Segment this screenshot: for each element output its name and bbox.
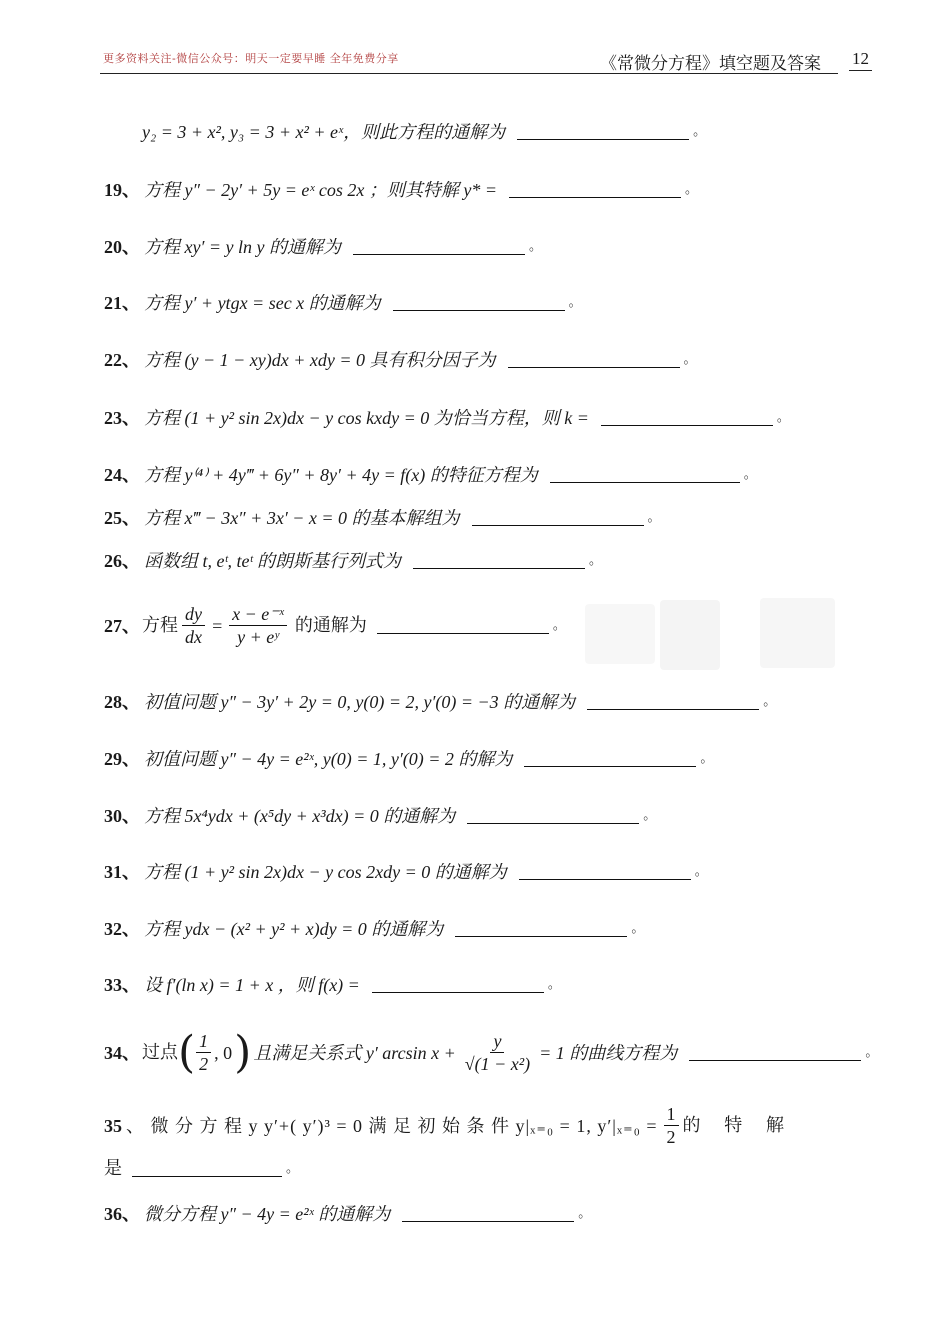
item-18-continuation: y₂ = 3 + x², y₃ = 3 + x² + eˣ，则此方程的通解为 。: [142, 122, 707, 142]
answer-blank[interactable]: [689, 1059, 861, 1061]
header-book-title: 《常微分方程》填空题及答案: [600, 54, 821, 74]
answer-blank[interactable]: [550, 481, 740, 483]
left-paren: (: [178, 1026, 196, 1078]
answer-blank[interactable]: [377, 632, 549, 634]
item-22: 22、 方程 (y − 1 − xy)dx + xdy = 0 具有积分因子为 。: [104, 350, 697, 370]
right-paren: ): [234, 1026, 252, 1078]
answer-blank[interactable]: [587, 708, 759, 710]
answer-blank[interactable]: [601, 424, 773, 426]
item-29: 29、 初值问题 y″ − 4y = e²ˣ, y(0) = 1, y′(0) = 2 的解为 。: [104, 749, 714, 769]
item-31: 31、 方程 (1 + y² sin 2x)dx − y cos 2xdy = 0 的通解为 。: [104, 862, 708, 882]
answer-blank[interactable]: [509, 196, 681, 198]
item-33: 33、 设 f′(ln x) = 1 + x ，则 f(x) = 。: [104, 975, 561, 995]
item-28: 28、 初值问题 y″ − 3y′ + 2y = 0, y(0) = 2, y′(0) = −3 的通解为 。: [104, 692, 777, 712]
fraction-dy-dx: $\frac{dy}{dx}$: [182, 603, 205, 648]
item-36: 36、 微分方程 y″ − 4y = e²ˣ 的通解为 。: [104, 1204, 592, 1224]
answer-blank[interactable]: [519, 878, 691, 880]
item-19: 19、 方程 y″ − 2y′ + 5y = eˣ cos 2x ；则其特解 y* = 。: [104, 180, 699, 200]
answer-blank[interactable]: [508, 366, 680, 368]
item-24: 24、 方程 y⁽⁴⁾ + 4y‴ + 6y″ + 8y′ + 4y = f(x) 的特征方程为 。: [104, 465, 757, 485]
answer-blank[interactable]: [517, 138, 689, 140]
answer-blank[interactable]: [372, 991, 544, 993]
fraction-rhs: $\frac{\text{x − e⁻ˣ}}{\text{y + eʸ}}$: [229, 603, 287, 648]
fraction-one-half: $\frac{1}{2}$: [664, 1103, 679, 1148]
item-25: 25、 方程 x‴ − 3x″ + 3x′ − x = 0 的基本解组为 。: [104, 508, 661, 528]
answer-blank[interactable]: [393, 309, 565, 311]
answer-blank[interactable]: [524, 765, 696, 767]
item-35: 35 、 微 分 方 程 y y′+( y′)³ = 0 满 足 初 始 条 件 y|ₓ₌₀ = 1, y′|ₓ₌₀ = $\frac{1}{2}$ 的 特 解: [104, 1104, 793, 1147]
item-23: 23、 方程 (1 + y² sin 2x)dx − y cos kxdy = 0 为恰当方程，则 k = 。: [104, 408, 790, 428]
item-30: 30、 方程 5x⁴ydx + (x⁵dy + x³dx) = 0 的通解为 。: [104, 806, 657, 826]
answer-blank[interactable]: [353, 253, 525, 255]
page-number: 12: [849, 49, 872, 71]
item-20: 20、 方程 xy′ = y ln y 的通解为 。: [104, 237, 543, 257]
item-35-continuation: 是 。: [104, 1158, 300, 1179]
item-32: 32、 方程 ydx − (x² + y² + x)dy = 0 的通解为 。: [104, 919, 645, 939]
scan-smudge: [660, 600, 720, 670]
fraction-one-half: $\frac{1}{2}$: [196, 1030, 211, 1075]
item-21: 21、 方程 y′ + ytgx = sec x 的通解为 。: [104, 293, 582, 313]
answer-blank[interactable]: [413, 567, 585, 569]
header-rule: [100, 73, 838, 74]
scan-smudge: [760, 598, 835, 668]
answer-blank[interactable]: [467, 822, 639, 824]
fraction-y-over-root: $\frac{y}{\text{√(1 − x²)}}$: [464, 1031, 531, 1074]
header-promo-note: 更多资料关注-微信公众号：明天一定要早睡 全年免费分享: [103, 52, 399, 65]
answer-blank[interactable]: [472, 524, 644, 526]
scan-smudge: [585, 604, 655, 664]
item-26: 26、 函数组 t, eᵗ, teᵗ 的朗斯基行列式为 。: [104, 551, 603, 571]
answer-blank[interactable]: [402, 1220, 574, 1222]
answer-blank[interactable]: [455, 935, 627, 937]
item-34: 34、 过点 ( $\frac{1}{2}$ , 0 ) 且满足关系式 y′ arcsin x + $\frac{y}{\text{√(1 − x²)}}$ = 1 的曲线方程为 。: [104, 1026, 879, 1078]
item-27: 27、 方程 $\frac{dy}{dx}$ = $\frac{\text{x − e⁻ˣ}}{\text{y + eʸ}}$ 的通解为 。: [104, 604, 566, 647]
answer-blank[interactable]: [132, 1175, 282, 1177]
